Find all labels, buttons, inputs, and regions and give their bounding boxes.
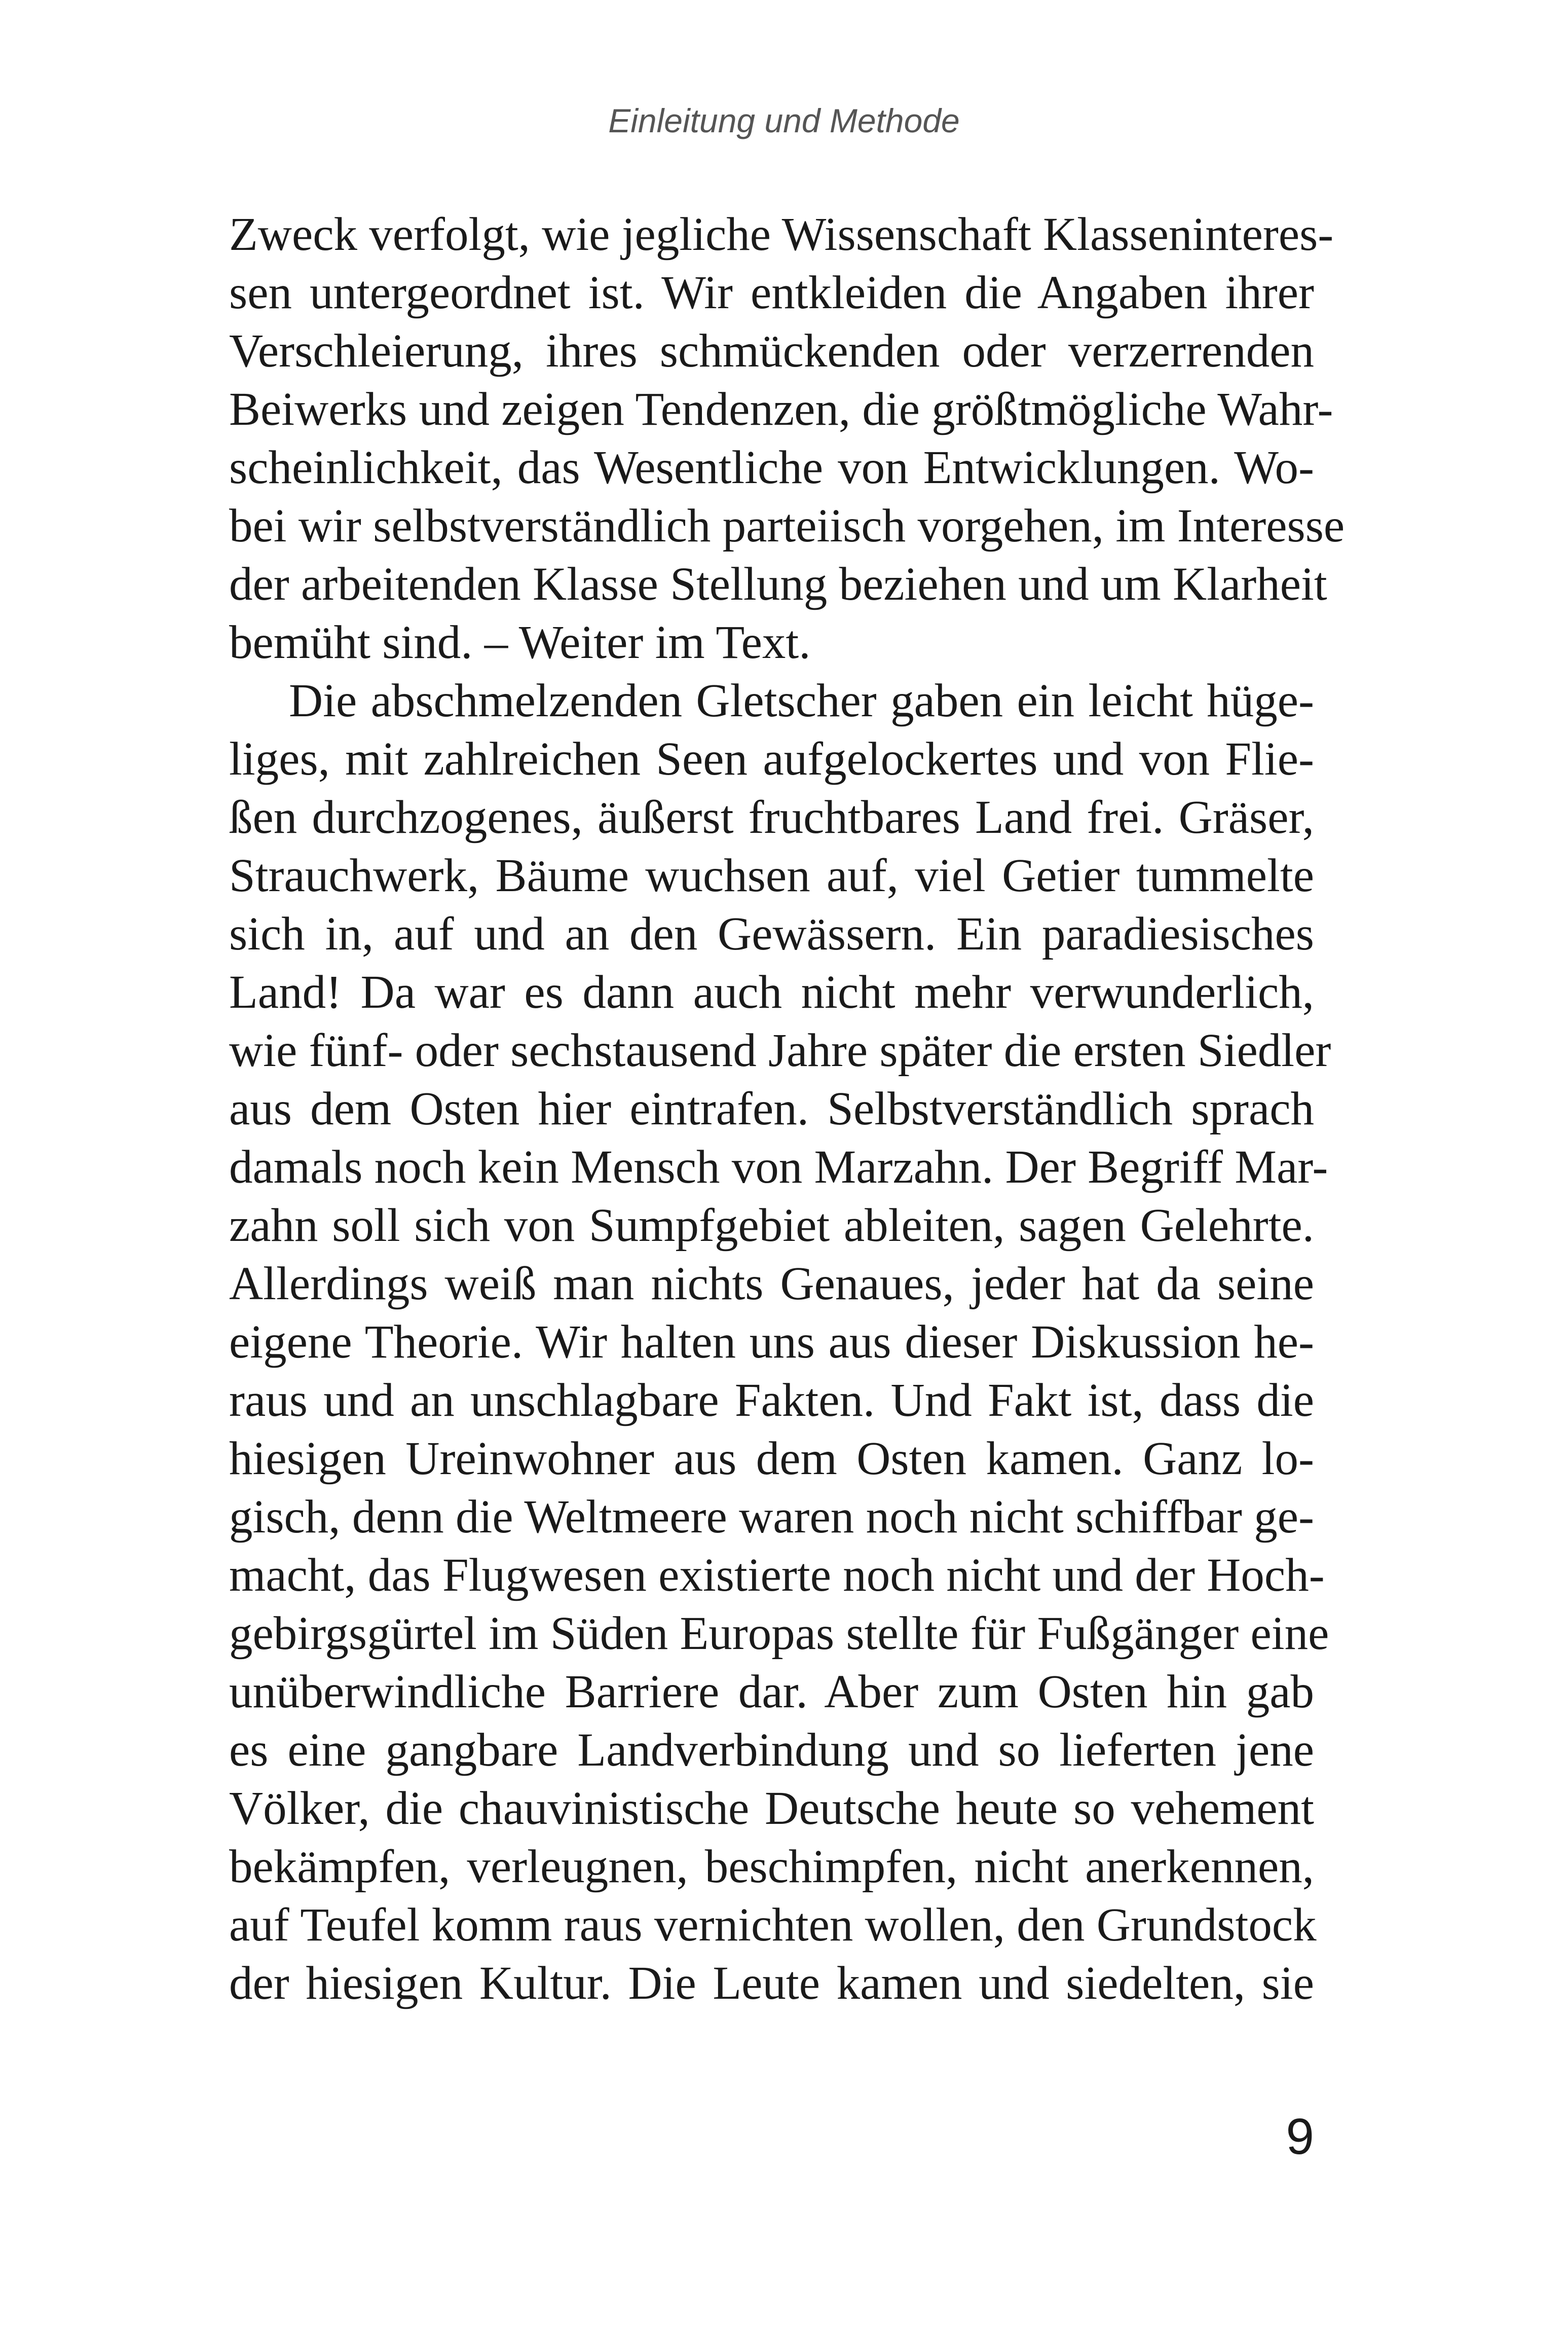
text-line: sen untergeordnet ist. Wir entkleiden die Angaben ihrer bbox=[229, 267, 1314, 319]
text-line: hiesigen Ureinwohner aus dem Osten kamen. Ganz lo- bbox=[229, 1433, 1314, 1485]
text-line: der hiesigen Kultur. Die Leute kamen und siedelten, sie bbox=[229, 1957, 1314, 2009]
text-line: Zweck verfolgt, wie jegliche Wissenschaft Klasseninteres- bbox=[229, 208, 1334, 261]
text-line: der arbeitenden Klasse Stellung beziehen und um Klarheit bbox=[229, 558, 1327, 610]
text-line: ßen durchzogenes, äußerst fruchtbares Land frei. Gräser, bbox=[229, 791, 1314, 844]
body-text bbox=[229, 205, 1345, 2012]
text-line: scheinlichkeit, das Wesentliche von Entwicklungen. Wo- bbox=[229, 442, 1314, 494]
text-line: aus dem Osten hier eintrafen. Selbstverständlich sprach bbox=[229, 1083, 1314, 1135]
text-line: Strauchwerk, Bäume wuchsen auf, viel Getier tummelte bbox=[229, 850, 1314, 902]
text-line: gebirgsgürtel im Süden Europas stellte für Fußgänger eine bbox=[229, 1607, 1329, 1660]
text-line: gisch, denn die Weltmeere waren noch nicht schiffbar ge- bbox=[229, 1491, 1314, 1543]
text-line: auf Teufel komm raus vernichten wollen, den Grundstock bbox=[229, 1899, 1317, 1951]
text-line: bekämpfen, verleugnen, beschimpfen, nicht anerkennen, bbox=[229, 1841, 1314, 1893]
paragraph-2 bbox=[229, 672, 1331, 2012]
text-line: es eine gangbare Landverbindung und so lieferten jene bbox=[229, 1724, 1314, 1776]
text-line: Verschleierung, ihres schmückenden oder verzerrenden bbox=[229, 325, 1314, 377]
paragraph-1 bbox=[229, 205, 1345, 672]
text-line: unüberwindliche Barriere dar. Aber zum Osten hin gab bbox=[229, 1666, 1314, 1718]
text-line: bei wir selbstverständlich parteiisch vorgehen, im Interesse bbox=[229, 500, 1345, 552]
text-line: Allerdings weiß man nichts Genaues, jeder hat da seine bbox=[229, 1258, 1314, 1310]
text-line: sich in, auf und an den Gewässern. Ein paradiesisches bbox=[229, 908, 1314, 960]
text-line: macht, das Flugwesen existierte noch nicht und der Hoch- bbox=[229, 1549, 1325, 1601]
text-line: raus und an unschlagbare Fakten. Und Fakt ist, dass die bbox=[229, 1374, 1314, 1426]
text-line: zahn soll sich von Sumpfgebiet ableiten, sagen Gelehrte. bbox=[229, 1199, 1314, 1252]
text-line: damals noch kein Mensch von Marzahn. Der Begriff Mar- bbox=[229, 1141, 1328, 1193]
text-line: Die abschmelzenden Gletscher gaben ein leicht hüge- bbox=[289, 675, 1314, 727]
text-line: liges, mit zahlreichen Seen aufgelockertes und von Flie- bbox=[229, 733, 1314, 785]
running-head: Einleitung und Methode bbox=[608, 102, 960, 139]
text-line: wie fünf- oder sechstausend Jahre später die ersten Siedler bbox=[229, 1024, 1331, 1077]
text-line: Beiwerks und zeigen Tendenzen, die größtmögliche Wahr- bbox=[229, 383, 1333, 435]
text-line: Land! Da war es dann auch nicht mehr verwunderlich, bbox=[229, 966, 1314, 1018]
text-line: bemüht sind. – Weiter im Text. bbox=[229, 616, 811, 669]
page-number: 9 bbox=[1286, 2108, 1314, 2165]
text-line: eigene Theorie. Wir halten uns aus dieser Diskussion he- bbox=[229, 1316, 1314, 1368]
text-line: Völker, die chauvinistische Deutsche heute so vehement bbox=[229, 1782, 1314, 1835]
